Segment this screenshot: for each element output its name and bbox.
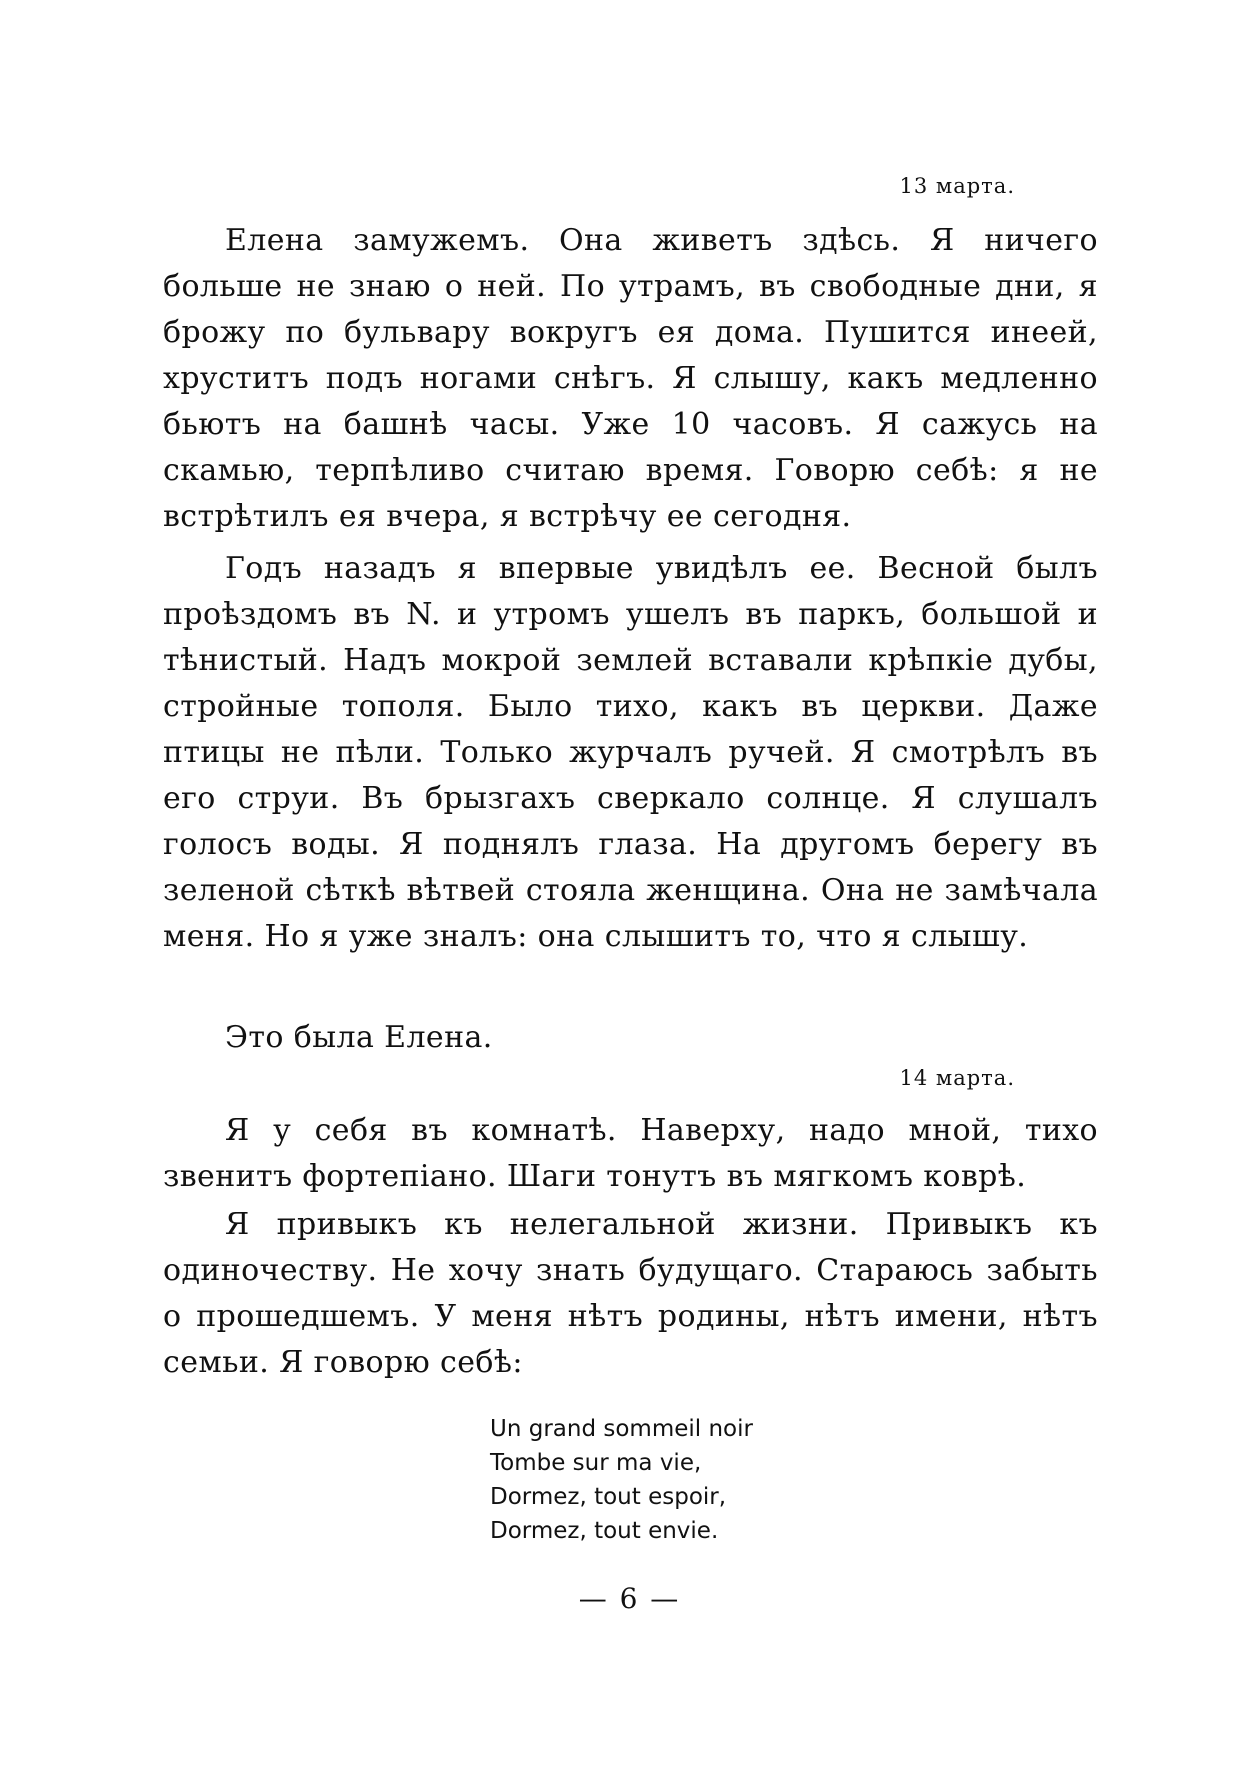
poem-line: Un grand sommeil noir [490,1416,753,1442]
paragraph: Это была Елена. [225,1020,493,1055]
poem-line: Dormez, tout envie. [490,1518,719,1544]
paragraph: Годъ назадъ я впервые увидѣлъ ее. Весной былъ проѣздомъ въ N. и утромъ ушелъ въ паркъ, большой и тѣнистый. Надъ мокрой землей вставали крѣпкіе дубы, стройные тополя. Было тихо, какъ въ церкви. Даже птицы не пѣли. Только журчалъ ручей. Я смотрѣлъ въ его струи. Въ брызгахъ сверкало солнце. Я слушалъ голосъ воды. Я поднялъ глаза. На другомъ берегу въ зеленой сѣткѣ вѣтвей стояла женщина. Она не замѣчала меня. Но я уже зналъ: она слышитъ то, что я слышу. [163,551,1098,954]
poem-line: Tombe sur ma vie, [490,1450,702,1476]
poem-quote [490,1412,753,1548]
entry-date: 14 марта. [899,1066,1015,1090]
poem-line: Dormez, tout espoir, [490,1484,727,1510]
entry-date: 13 марта. [899,174,1015,198]
paragraph: Я привыкъ къ нелегальной жизни. Привыкъ къ одиночеству. Не хочу знать будущаго. Стараюсь забыть о прошедшемъ. У меня нѣтъ родины, нѣтъ имени, нѣтъ семьи. Я говорю себѣ: [163,1207,1098,1380]
paragraph: Елена замужемъ. Она живетъ здѣсь. Я ничего больше не знаю о ней. По утрамъ, въ свободные дни, я брожу по бульвару вокругъ ея дома. Пушится инеей, хруститъ подъ ногами снѣгъ. Я слышу, какъ медленно бьютъ на башнѣ часы. Уже 10 часовъ. Я сажусь на скамью, терпѣливо считаю время. Говорю себѣ: я не встрѣтилъ ея вчера, я встрѣчу ее сегодня. [163,223,1098,534]
paragraph: Я у себя въ комнатѣ. Наверху, надо мной, тихо звенитъ фортепіано. Шаги тонутъ въ мягкомъ коврѣ. [163,1113,1098,1194]
page-number: — 6 — [578,1582,681,1615]
